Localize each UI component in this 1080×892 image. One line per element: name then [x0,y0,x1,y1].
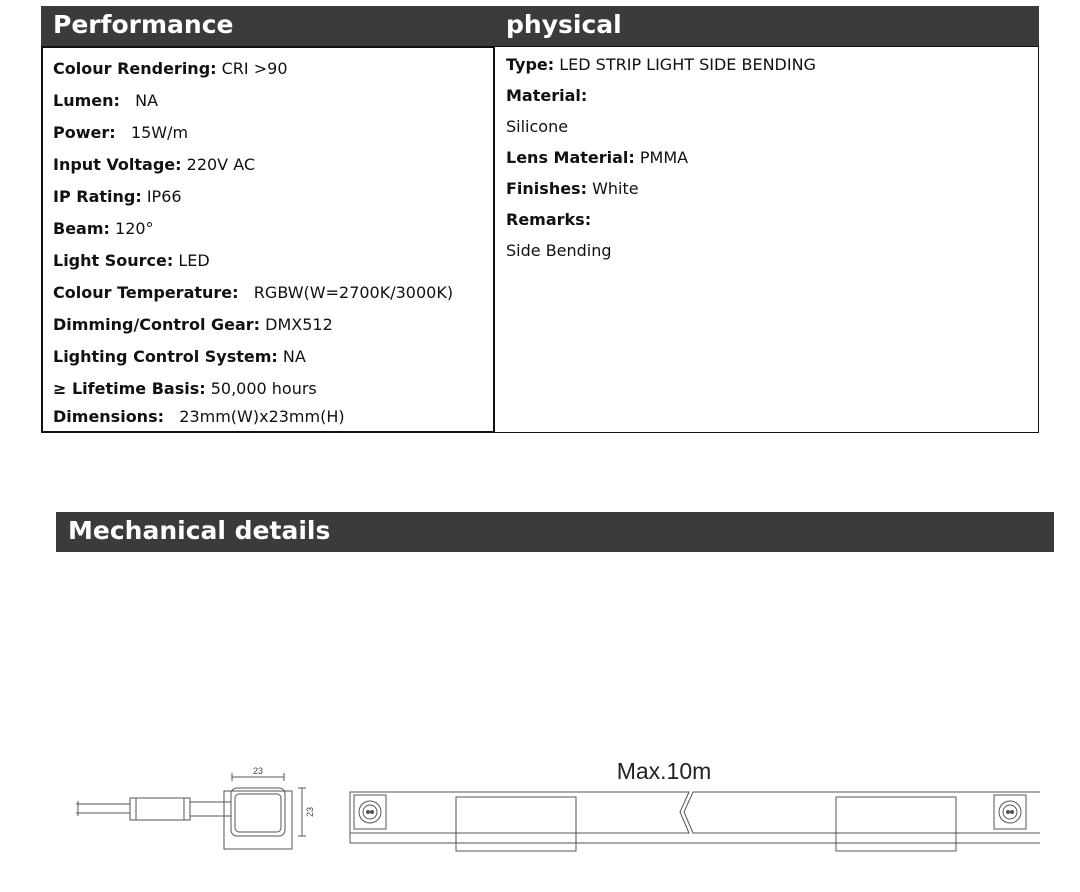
spec-row-remarks: Remarks: [506,210,592,229]
spec-row-colour-temperature: Colour Temperature: RGBW(W=2700K/3000K) [53,283,454,302]
spec-row-beam: Beam: 120° [53,219,154,238]
spec-row-power: Power: 15W/m [53,123,189,142]
width-dimension-label: 23 [252,766,264,776]
spec-row-remarks-value: Side Bending [506,241,612,260]
spec-table [41,6,1039,433]
strip-side-view [350,792,1040,851]
max-length-label: Max.10m [616,758,712,784]
physical-header: physical [495,6,1039,46]
spec-row-dimming: Dimming/Control Gear: DMX512 [53,315,333,334]
spec-row-finishes: Finishes: White [506,179,639,198]
spec-row-light-source: Light Source: LED [53,251,210,270]
spec-row-ip-rating: IP Rating: IP66 [53,187,182,206]
spec-row-material-value: Silicone [506,117,569,136]
spec-row-dimensions: Dimensions: 23mm(W)x23mm(H) [53,407,345,426]
performance-header: Performance [41,6,495,46]
mechanical-drawing [66,733,1040,883]
spec-row-colour-rendering: Colour Rendering: CRI >90 [53,59,288,78]
cross-section-view [76,773,306,849]
spec-row-input-voltage: Input Voltage: 220V AC [53,155,256,174]
height-dimension-label: 23 [305,806,315,818]
mechanical-details-header: Mechanical details [56,512,1054,552]
spec-row-lumen: Lumen: NA [53,91,159,110]
physical-panel [495,46,1039,433]
spec-row-type: Type: LED STRIP LIGHT SIDE BENDING [506,55,816,74]
performance-panel [41,46,495,433]
end-cap-right-icon [994,795,1026,829]
end-cap-left-icon [354,795,386,829]
spec-row-lens-material: Lens Material: PMMA [506,148,689,167]
spec-row-lighting-control: Lighting Control System: NA [53,347,306,366]
spec-row-material: Material: [506,86,588,105]
spec-row-lifetime: ≥ Lifetime Basis: 50,000 hours [53,379,317,398]
